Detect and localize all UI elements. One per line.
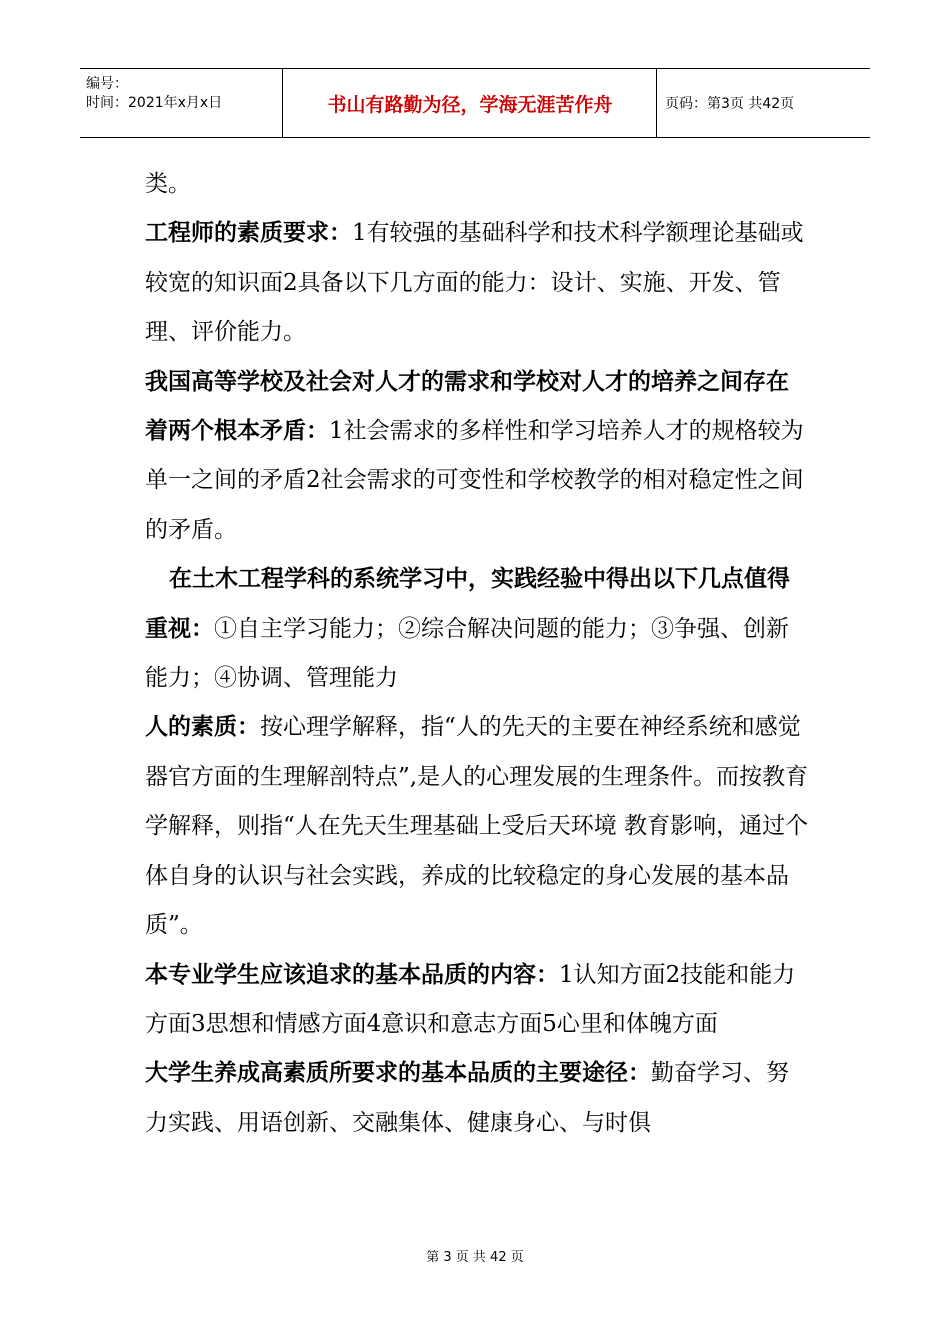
paragraph: 本专业学生应该追求的基本品质的内容：1认知方面2技能和能力方面3思想和情感方面4意识和意志方面5心里和体魄方面 (145, 961, 796, 1037)
paragraph: 类。 (145, 171, 191, 197)
page-footer: 第 3 页 共 42 页 (426, 1250, 524, 1265)
paragraph: 人的素质：按心理学解释，指“人的先天的主要在神经系统和感觉器官方面的生理解剖特点”,是人的心理发展的生理条件。而按教育学解释，则指“人在先天生理基础上受后天环境 教育影响，通过个体自身的认识与社会实践，养成的比较稳定的身心发展的基本品质”。 (145, 714, 809, 939)
header-meta (80, 69, 283, 137)
paragraph-heading: 工程师的素质要求： (145, 220, 352, 247)
header-page-info: 页码：第3页 共42页 (665, 96, 795, 112)
document-body (145, 160, 810, 1148)
document-date: 时间：2021年x月x日 (86, 95, 223, 111)
paragraph-heading: 本专业学生应该追求的基本品质的内容： (145, 961, 559, 988)
paragraph: 工程师的素质要求：1有较强的基础科学和技术科学额理论基础或较宽的知识面2具备以下几方面的能力：设计、实施、开发、管理、评价能力。 (145, 220, 804, 346)
header-motto: 书山有路勤为径，学海无涯苦作舟 (284, 69, 657, 137)
paragraph-heading: 在土木工程学科的系统学习中，实践经验中得出以下几点值得重视： (145, 566, 790, 642)
page-header (80, 68, 870, 138)
document-number-label: 编号： (86, 76, 128, 92)
paragraph-heading: 人的素质： (145, 714, 260, 741)
paragraph-heading: 大学生养成高素质所要求的基本品质的主要途径： (145, 1060, 651, 1087)
paragraph: 我国高等学校及社会对人才的需求和学校对人才的培养之间存在着两个根本矛盾：1社会需求的多样性和学习培养人才的规格较为单一之间的矛盾2社会需求的可变性和学校教学的相对稳定性之间的矛盾。 (145, 368, 804, 543)
paragraph-heading: 我国高等学校及社会对人才的需求和学校对人才的培养之间存在着两个根本矛盾： (145, 368, 789, 445)
paragraph: 大学生养成高素质所要求的基本品质的主要途径：勤奋学习、努力实践、用语创新、交融集体、健康身心、与时俱 (145, 1060, 789, 1136)
paragraph: 在土木工程学科的系统学习中，实践经验中得出以下几点值得重视：①自主学习能力；②综合解决问题的能力；③争强、创新能力；④协调、管理能力 (145, 566, 790, 692)
